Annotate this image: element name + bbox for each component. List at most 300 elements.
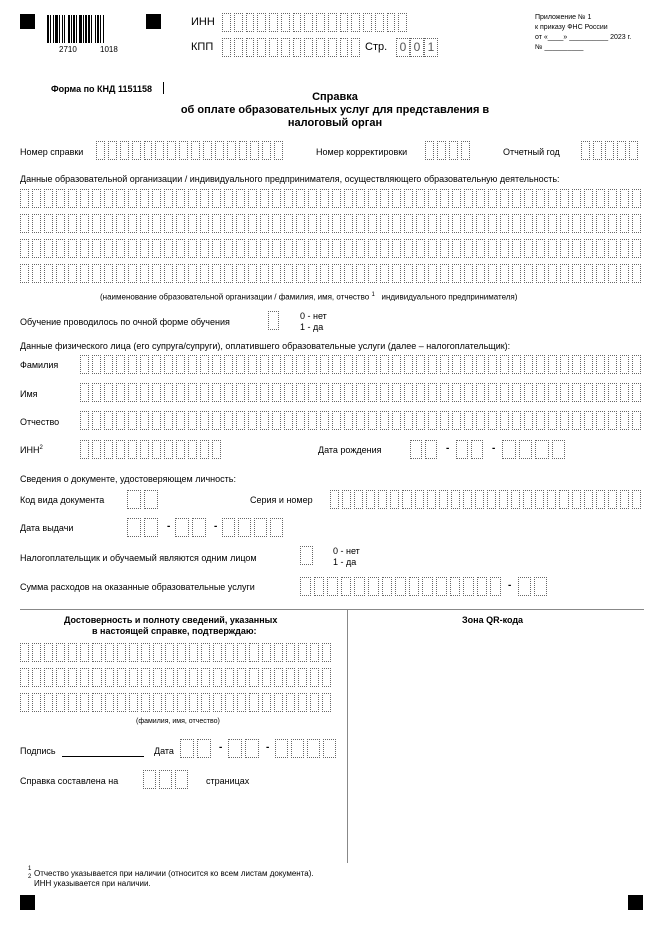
- input-cell[interactable]: [92, 264, 101, 283]
- input-cell[interactable]: [164, 189, 173, 208]
- input-cell[interactable]: [201, 693, 210, 712]
- input-cell[interactable]: [164, 411, 173, 430]
- input-cell[interactable]: [344, 189, 353, 208]
- input-cell[interactable]: [535, 490, 544, 509]
- input-cell[interactable]: [117, 668, 126, 687]
- input-cell[interactable]: [201, 668, 210, 687]
- input-cell[interactable]: [416, 214, 425, 233]
- input-cell[interactable]: [236, 189, 245, 208]
- input-cell[interactable]: [92, 668, 101, 687]
- input-cell[interactable]: [392, 189, 401, 208]
- input-cell[interactable]: [320, 189, 329, 208]
- input-cell[interactable]: [286, 668, 295, 687]
- input-cell[interactable]: [368, 264, 377, 283]
- input-cell[interactable]: [56, 693, 65, 712]
- input-cell[interactable]: [524, 355, 533, 374]
- inn-header-cells[interactable]: [222, 13, 410, 32]
- input-cell[interactable]: [351, 38, 360, 57]
- input-cell[interactable]: [356, 264, 365, 283]
- input-cell[interactable]: [274, 668, 283, 687]
- input-cell[interactable]: [140, 411, 149, 430]
- input-cell[interactable]: [296, 189, 305, 208]
- input-cell[interactable]: [32, 239, 41, 258]
- input-cell[interactable]: [304, 13, 313, 32]
- input-cell[interactable]: [316, 38, 325, 57]
- input-cell[interactable]: [584, 189, 593, 208]
- input-cell[interactable]: [212, 264, 221, 283]
- confirm-fio-row-3[interactable]: [20, 693, 334, 712]
- input-cell[interactable]: [368, 189, 377, 208]
- input-cell[interactable]: [200, 239, 209, 258]
- input-cell[interactable]: [596, 490, 605, 509]
- input-cell[interactable]: [416, 264, 425, 283]
- input-cell[interactable]: [248, 189, 257, 208]
- input-cell[interactable]: [392, 383, 401, 402]
- input-cell[interactable]: [620, 411, 629, 430]
- input-cell[interactable]: [80, 668, 89, 687]
- input-cell[interactable]: [248, 264, 257, 283]
- input-cell[interactable]: [629, 141, 638, 160]
- input-cell[interactable]: [392, 214, 401, 233]
- input-cell[interactable]: [340, 38, 349, 57]
- input-cell[interactable]: [212, 440, 221, 459]
- input-cell[interactable]: [488, 383, 497, 402]
- input-cell[interactable]: [140, 440, 149, 459]
- input-cell[interactable]: [368, 355, 377, 374]
- input-cell[interactable]: [257, 38, 266, 57]
- input-cell[interactable]: [500, 383, 509, 402]
- input-cell[interactable]: [104, 440, 113, 459]
- birth-day-cells[interactable]: [410, 440, 440, 459]
- input-cell[interactable]: [140, 383, 149, 402]
- input-cell[interactable]: [572, 264, 581, 283]
- input-cell[interactable]: [572, 355, 581, 374]
- input-cell[interactable]: [584, 239, 593, 258]
- input-cell[interactable]: [165, 643, 174, 662]
- input-cell[interactable]: [116, 440, 125, 459]
- input-cell[interactable]: [246, 13, 255, 32]
- input-cell[interactable]: [260, 383, 269, 402]
- input-cell[interactable]: [144, 518, 158, 537]
- input-cell[interactable]: [32, 189, 41, 208]
- input-cell[interactable]: [340, 13, 349, 32]
- input-cell[interactable]: [224, 264, 233, 283]
- input-cell[interactable]: [153, 643, 162, 662]
- input-cell[interactable]: [380, 355, 389, 374]
- input-cell[interactable]: [368, 214, 377, 233]
- series-number-cells[interactable]: [330, 490, 644, 509]
- input-cell[interactable]: [80, 189, 89, 208]
- input-cell[interactable]: [80, 440, 89, 459]
- input-cell[interactable]: [308, 411, 317, 430]
- input-cell[interactable]: [296, 264, 305, 283]
- input-cell[interactable]: [416, 411, 425, 430]
- input-cell[interactable]: [159, 770, 172, 789]
- input-cell[interactable]: [632, 411, 641, 430]
- input-cell[interactable]: [428, 239, 437, 258]
- input-cell[interactable]: [536, 264, 545, 283]
- input-cell[interactable]: [440, 189, 449, 208]
- input-cell[interactable]: [332, 189, 341, 208]
- input-cell[interactable]: [117, 693, 126, 712]
- input-cell[interactable]: [92, 214, 101, 233]
- input-cell[interactable]: [464, 264, 473, 283]
- input-cell[interactable]: [254, 518, 267, 537]
- input-cell[interactable]: [452, 189, 461, 208]
- input-cell[interactable]: [44, 643, 53, 662]
- input-cell[interactable]: [344, 264, 353, 283]
- input-cell[interactable]: [212, 239, 221, 258]
- birth-month-cells[interactable]: [456, 440, 486, 459]
- input-cell[interactable]: [189, 693, 198, 712]
- input-cell[interactable]: [428, 189, 437, 208]
- input-cell[interactable]: [293, 13, 302, 32]
- input-cell[interactable]: [409, 577, 420, 596]
- input-cell[interactable]: [428, 383, 437, 402]
- input-cell[interactable]: [416, 383, 425, 402]
- input-cell[interactable]: [620, 264, 629, 283]
- input-cell[interactable]: [572, 411, 581, 430]
- input-cell[interactable]: [572, 490, 581, 509]
- input-cell[interactable]: [284, 355, 293, 374]
- input-cell[interactable]: [197, 739, 211, 758]
- input-cell[interactable]: [237, 668, 246, 687]
- input-cell[interactable]: [440, 411, 449, 430]
- input-cell[interactable]: [116, 239, 125, 258]
- input-cell[interactable]: [176, 264, 185, 283]
- input-cell[interactable]: [500, 411, 509, 430]
- input-cell[interactable]: [344, 214, 353, 233]
- org-name-row-3[interactable]: [20, 239, 644, 258]
- input-cell[interactable]: [476, 355, 485, 374]
- input-cell[interactable]: [512, 239, 521, 258]
- input-cell[interactable]: [307, 739, 320, 758]
- input-cell[interactable]: [176, 383, 185, 402]
- input-cell[interactable]: [213, 643, 222, 662]
- input-cell[interactable]: [248, 411, 257, 430]
- input-cell[interactable]: [80, 355, 89, 374]
- input-cell[interactable]: [327, 577, 338, 596]
- input-cell[interactable]: [32, 214, 41, 233]
- input-cell[interactable]: [127, 490, 141, 509]
- input-cell[interactable]: [512, 383, 521, 402]
- same-person-cell[interactable]: [300, 546, 316, 565]
- input-cell[interactable]: [92, 411, 101, 430]
- input-cell[interactable]: [68, 668, 77, 687]
- input-cell[interactable]: [128, 239, 137, 258]
- input-cell[interactable]: [488, 214, 497, 233]
- input-cell[interactable]: [212, 214, 221, 233]
- input-cell[interactable]: [212, 383, 221, 402]
- input-cell[interactable]: [224, 189, 233, 208]
- input-cell[interactable]: [177, 668, 186, 687]
- input-cell[interactable]: [224, 239, 233, 258]
- input-cell[interactable]: [144, 490, 158, 509]
- input-cell[interactable]: [632, 355, 641, 374]
- input-cell[interactable]: [176, 214, 185, 233]
- input-cell[interactable]: [548, 239, 557, 258]
- input-cell[interactable]: [380, 383, 389, 402]
- input-cell[interactable]: [80, 411, 89, 430]
- input-cell[interactable]: [200, 411, 209, 430]
- input-cell[interactable]: [164, 383, 173, 402]
- input-cell[interactable]: [250, 141, 259, 160]
- input-cell[interactable]: [416, 239, 425, 258]
- input-cell[interactable]: [105, 668, 114, 687]
- input-cell[interactable]: [284, 264, 293, 283]
- input-cell[interactable]: [617, 141, 626, 160]
- input-cell[interactable]: [32, 264, 41, 283]
- input-cell[interactable]: [92, 693, 101, 712]
- input-cell[interactable]: [44, 239, 53, 258]
- input-cell[interactable]: [92, 440, 101, 459]
- input-cell[interactable]: [308, 189, 317, 208]
- input-cell[interactable]: [104, 214, 113, 233]
- input-cell[interactable]: [189, 668, 198, 687]
- input-cell[interactable]: [200, 264, 209, 283]
- input-cell[interactable]: [535, 440, 549, 459]
- input-cell[interactable]: [456, 440, 468, 459]
- input-cell[interactable]: [164, 214, 173, 233]
- input-cell[interactable]: [451, 490, 460, 509]
- input-cell[interactable]: [499, 490, 508, 509]
- input-cell[interactable]: [500, 239, 509, 258]
- input-cell[interactable]: [120, 141, 129, 160]
- input-cell[interactable]: [141, 693, 150, 712]
- report-year-cells[interactable]: [581, 141, 641, 160]
- input-cell[interactable]: [228, 739, 242, 758]
- input-cell[interactable]: [488, 411, 497, 430]
- input-cell[interactable]: [464, 383, 473, 402]
- input-cell[interactable]: [116, 411, 125, 430]
- input-cell[interactable]: [201, 643, 210, 662]
- input-cell[interactable]: [596, 189, 605, 208]
- input-cell[interactable]: [363, 13, 372, 32]
- input-cell[interactable]: [104, 264, 113, 283]
- input-cell[interactable]: [272, 239, 281, 258]
- input-cell[interactable]: [104, 383, 113, 402]
- input-cell[interactable]: [356, 214, 365, 233]
- input-cell[interactable]: [128, 383, 137, 402]
- input-cell[interactable]: [68, 643, 77, 662]
- input-cell[interactable]: [511, 490, 520, 509]
- input-cell[interactable]: [488, 264, 497, 283]
- input-cell[interactable]: [320, 355, 329, 374]
- input-cell[interactable]: [572, 214, 581, 233]
- input-cell[interactable]: [269, 38, 278, 57]
- input-cell[interactable]: [404, 239, 413, 258]
- sign-year-cells[interactable]: [275, 739, 339, 758]
- input-cell[interactable]: [105, 643, 114, 662]
- input-cell[interactable]: [560, 214, 569, 233]
- input-cell[interactable]: [176, 189, 185, 208]
- input-cell[interactable]: [191, 141, 200, 160]
- input-cell[interactable]: [500, 214, 509, 233]
- input-cell[interactable]: [270, 518, 283, 537]
- input-cell[interactable]: [560, 239, 569, 258]
- input-cell[interactable]: [596, 239, 605, 258]
- input-cell[interactable]: [249, 643, 258, 662]
- input-cell[interactable]: [188, 355, 197, 374]
- input-cell[interactable]: [536, 189, 545, 208]
- input-cell[interactable]: [404, 383, 413, 402]
- input-cell[interactable]: [105, 693, 114, 712]
- input-cell[interactable]: [200, 355, 209, 374]
- input-cell[interactable]: [512, 264, 521, 283]
- input-cell[interactable]: [44, 214, 53, 233]
- input-cell[interactable]: [536, 383, 545, 402]
- input-cell[interactable]: [248, 355, 257, 374]
- input-cell[interactable]: [153, 668, 162, 687]
- name-cells[interactable]: [80, 383, 644, 402]
- input-cell[interactable]: [320, 264, 329, 283]
- input-cell[interactable]: [380, 411, 389, 430]
- input-cell[interactable]: [224, 383, 233, 402]
- input-cell[interactable]: [437, 141, 446, 160]
- input-cell[interactable]: [322, 693, 331, 712]
- input-cell[interactable]: [524, 264, 533, 283]
- input-cell[interactable]: [152, 355, 161, 374]
- doc-type-cells[interactable]: [127, 490, 161, 509]
- confirm-fio-row-1[interactable]: [20, 643, 334, 662]
- input-cell[interactable]: [68, 214, 77, 233]
- input-cell[interactable]: [330, 490, 339, 509]
- input-cell[interactable]: [416, 355, 425, 374]
- input-cell[interactable]: [380, 189, 389, 208]
- input-cell[interactable]: [596, 214, 605, 233]
- input-cell[interactable]: [404, 411, 413, 430]
- input-cell[interactable]: [212, 411, 221, 430]
- input-cell[interactable]: [249, 668, 258, 687]
- input-cell[interactable]: [463, 577, 474, 596]
- input-cell[interactable]: [341, 577, 352, 596]
- input-cell[interactable]: [524, 214, 533, 233]
- input-cell[interactable]: [164, 239, 173, 258]
- input-cell[interactable]: [440, 383, 449, 402]
- input-cell[interactable]: [560, 383, 569, 402]
- input-cell[interactable]: [378, 490, 387, 509]
- input-cell[interactable]: [344, 239, 353, 258]
- sign-month-cells[interactable]: [228, 739, 262, 758]
- input-cell[interactable]: [225, 693, 234, 712]
- input-cell[interactable]: [188, 411, 197, 430]
- input-cell[interactable]: [188, 239, 197, 258]
- input-cell[interactable]: [245, 739, 259, 758]
- input-cell[interactable]: [368, 411, 377, 430]
- input-cell[interactable]: [116, 264, 125, 283]
- input-cell[interactable]: [310, 668, 319, 687]
- input-cell[interactable]: [402, 490, 411, 509]
- input-cell[interactable]: [152, 189, 161, 208]
- input-cell[interactable]: [274, 141, 283, 160]
- input-cell[interactable]: [32, 643, 41, 662]
- input-cell[interactable]: [152, 214, 161, 233]
- input-cell[interactable]: [328, 13, 337, 32]
- input-cell[interactable]: [584, 490, 593, 509]
- input-cell[interactable]: [56, 643, 65, 662]
- input-cell[interactable]: [215, 141, 224, 160]
- org-name-row-4[interactable]: [20, 264, 644, 283]
- input-cell[interactable]: [236, 264, 245, 283]
- input-cell[interactable]: [464, 189, 473, 208]
- input-cell[interactable]: [117, 643, 126, 662]
- input-cell[interactable]: [296, 383, 305, 402]
- input-cell[interactable]: [608, 189, 617, 208]
- input-cell[interactable]: [200, 214, 209, 233]
- input-cell[interactable]: [248, 383, 257, 402]
- input-cell[interactable]: [368, 577, 379, 596]
- input-cell[interactable]: [452, 239, 461, 258]
- input-cell[interactable]: [262, 643, 271, 662]
- confirm-fio-row-2[interactable]: [20, 668, 334, 687]
- input-cell[interactable]: [328, 38, 337, 57]
- input-cell[interactable]: [632, 264, 641, 283]
- input-cell[interactable]: [222, 38, 231, 57]
- input-cell[interactable]: [20, 643, 29, 662]
- input-cell[interactable]: [608, 239, 617, 258]
- input-cell[interactable]: [248, 239, 257, 258]
- input-cell[interactable]: [354, 577, 365, 596]
- input-cell[interactable]: [475, 490, 484, 509]
- input-cell[interactable]: [322, 643, 331, 662]
- input-cell[interactable]: [164, 440, 173, 459]
- input-cell[interactable]: [296, 214, 305, 233]
- input-cell[interactable]: [225, 668, 234, 687]
- input-cell[interactable]: [167, 141, 176, 160]
- input-cell[interactable]: [490, 577, 501, 596]
- input-cell[interactable]: [608, 383, 617, 402]
- input-cell[interactable]: [512, 355, 521, 374]
- input-cell[interactable]: [176, 239, 185, 258]
- input-cell[interactable]: [316, 13, 325, 32]
- input-cell[interactable]: [284, 214, 293, 233]
- input-cell[interactable]: [222, 13, 231, 32]
- input-cell[interactable]: [524, 411, 533, 430]
- input-cell[interactable]: [44, 189, 53, 208]
- input-cell[interactable]: [237, 643, 246, 662]
- input-cell[interactable]: [260, 189, 269, 208]
- input-cell[interactable]: [464, 411, 473, 430]
- input-cell[interactable]: [200, 440, 209, 459]
- input-cell[interactable]: [260, 264, 269, 283]
- input-cell[interactable]: [410, 440, 422, 459]
- input-cell[interactable]: [68, 264, 77, 283]
- input-cell[interactable]: [275, 739, 288, 758]
- surname-cells[interactable]: [80, 355, 644, 374]
- input-cell[interactable]: [605, 141, 614, 160]
- input-cell[interactable]: [192, 518, 206, 537]
- input-cell[interactable]: [284, 383, 293, 402]
- input-cell[interactable]: [452, 214, 461, 233]
- input-cell[interactable]: [129, 693, 138, 712]
- pages-cells[interactable]: [143, 770, 191, 789]
- expense-kopecks-cells[interactable]: [518, 577, 550, 596]
- input-cell[interactable]: [620, 239, 629, 258]
- input-cell[interactable]: [380, 264, 389, 283]
- input-cell[interactable]: [268, 311, 279, 330]
- input-cell[interactable]: [476, 239, 485, 258]
- input-cell[interactable]: [404, 264, 413, 283]
- input-cell[interactable]: [225, 643, 234, 662]
- input-cell[interactable]: [177, 693, 186, 712]
- input-cell[interactable]: [584, 214, 593, 233]
- input-cell[interactable]: [260, 239, 269, 258]
- input-cell[interactable]: [165, 693, 174, 712]
- input-cell[interactable]: [80, 643, 89, 662]
- input-cell[interactable]: [140, 264, 149, 283]
- input-cell[interactable]: [128, 440, 137, 459]
- input-cell[interactable]: [291, 739, 304, 758]
